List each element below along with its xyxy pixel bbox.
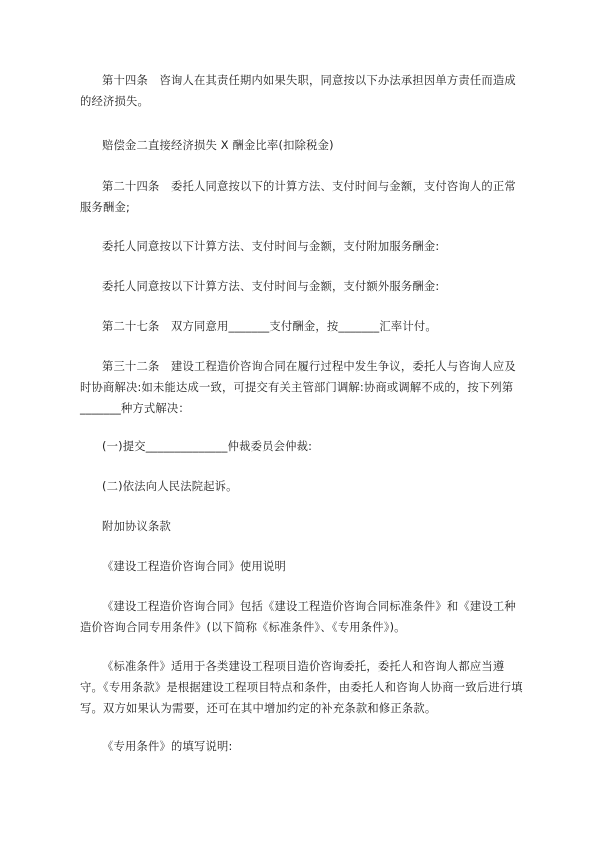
paragraph-standard-conditions: 《标准条件》适用于各类建设工程项目造价咨询委托，委托人和咨询人都应当遵守。《专用条款》是根据建设工程项目特点和条件，由委托人和咨询人协商一致后进行填写。双方如果认为需要，还可在其中增加约定的补充条款和修正条款。: [80, 660, 523, 715]
paragraph-option-arbitration: (一)提交______________仲裁委员会仲裁:: [102, 440, 313, 453]
heading-supplementary-terms: 附加协议条款: [102, 520, 171, 533]
paragraph-article-24: 第二十四条 委托人同意按以下的计算方法、支付时间与金额，支付咨询人的正常服务酬金;: [80, 180, 516, 214]
paragraph-article-14: 第十四条 咨询人在其责任期内如果失职，同意按以下办法承担因单方责任而造成的经济损失。: [80, 74, 516, 108]
paragraph-additional-service-fee: 委托人同意按以下计算方法、支付时间与金额，支付附加服务酬金:: [102, 240, 440, 253]
paragraph-contract-composition: 《建设工程造价咨询合同》包括《建设工程造价咨询合同标准条件》和《建设工种造价咨询合同专用条件》(以下简称《标准条件》、《专用条件》)。: [80, 600, 516, 634]
paragraph-extra-service-fee: 委托人同意按以下计算方法、支付时间与金额，支付额外服务酬金:: [102, 280, 440, 293]
paragraph-option-lawsuit: (二)依法向人民法院起诉。: [102, 480, 238, 493]
paragraph-article-27: 第二十七条 双方同意用_______支付酬金，按_______汇率计付。: [102, 320, 437, 333]
heading-special-conditions-instructions: 《专用条件》的填写说明:: [102, 740, 233, 753]
paragraph-article-32: 第三十二条 建设工程造价咨询合同在履行过程中发生争议，委托人与咨询人应及时协商解决:如未能达成一致，可提交有关主管部门调解:协商或调解不成的，按下列第_______种方式解决：: [80, 360, 516, 415]
heading-usage-instructions: 《建设工程造价咨询合同》使用说明: [102, 560, 286, 573]
paragraph-compensation-formula: 赔偿金二直接经济损失 X 酬金比率(扣除税金): [102, 139, 334, 152]
